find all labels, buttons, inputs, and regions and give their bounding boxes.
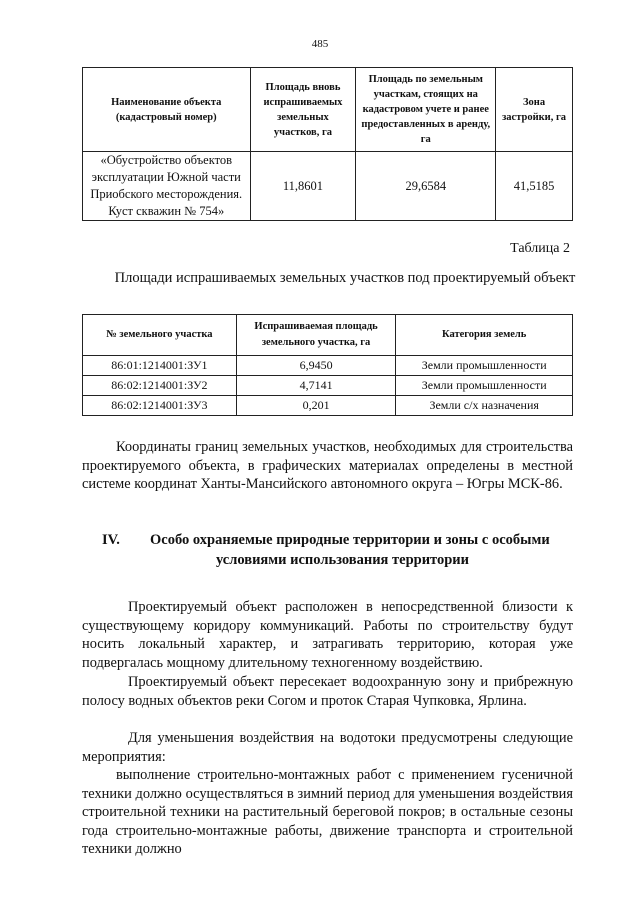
cell-category: Земли с/х назначения	[396, 396, 573, 416]
col-object-name: Наименование объекта (кадастровый номер)	[83, 68, 251, 152]
col-new-area: Площадь вновь испрашиваемых земельных участков, га	[250, 68, 356, 152]
table-title: Площади испрашиваемых земельных участков под проектируемый объект	[114, 270, 576, 286]
paragraph: Проектируемый объект расположен в непосредственной близости к существующему коридору коммуникаций. Работы по строительству будут носить локальный характер, и затрагивать территорию, которая уже подвергалась мощному длительному техногенному воздействию.	[82, 599, 573, 671]
table-row	[83, 396, 573, 416]
col-zone: Зона застройки, га	[496, 68, 573, 152]
paragraph: выполнение строительно-монтажных работ с применением гусеничной техники должно осуществляться в зимний период для уменьшения воздействия строительной техники на растительный береговой покров; в остальные сезоны года строительно-монтажные работы, движение транспорта и строительной техники должно	[82, 767, 573, 858]
cell-plot-number: 86:01:1214001:ЗУ1	[83, 356, 237, 376]
cell-category: Земли промышленности	[396, 376, 573, 396]
table-header-row	[83, 315, 573, 356]
col-requested-area: Испрашиваемая площадь земельного участка, га	[236, 315, 396, 356]
cell-area: 4,7141	[236, 376, 396, 396]
table-row	[83, 376, 573, 396]
cell-plot-number: 86:02:1214001:ЗУ3	[83, 396, 237, 416]
cell-area: 6,9450	[236, 356, 396, 376]
table-caption: Таблица 2	[510, 241, 570, 256]
cell-zone: 41,5185	[496, 152, 573, 221]
section-title-line1: Особо охраняемые природные территории и зоны с особыми	[150, 532, 550, 548]
page-number: 485	[311, 38, 329, 50]
land-plots-table	[82, 314, 573, 416]
cell-area: 0,201	[236, 396, 396, 416]
coordinates-paragraph: Координаты границ земельных участков, необходимых для строительства проектируемого объекта, в графических материалах определены в местной системе координат Ханты-Мансийского автономного округа – Югры МСК-86.	[82, 439, 573, 493]
col-plot-number: № земельного участка	[83, 315, 237, 356]
table-header-row	[83, 68, 573, 152]
cell-category: Земли промышленности	[396, 356, 573, 376]
cell-registered-area: 29,6584	[356, 152, 496, 221]
paragraph: Для уменьшения воздействия на водотоки предусмотрены следующие мероприятия:	[82, 730, 573, 765]
cell-object-name: «Обустройство объектов эксплуатации Южной части Приобского месторождения. Куст скважин № 754»	[83, 152, 251, 221]
objects-area-table	[82, 67, 573, 221]
section-number: IV.	[102, 532, 120, 548]
table-row	[83, 356, 573, 376]
section-title-line2: условиями использования территории	[215, 552, 470, 568]
paragraph: Проектируемый объект пересекает водоохранную зону и прибрежную полосу водных объектов реки Согом и проток Старая Чупковка, Ярлина.	[82, 674, 573, 709]
cell-plot-number: 86:02:1214001:ЗУ2	[83, 376, 237, 396]
col-registered-area: Площадь по земельным участкам, стоящих на кадастровом учете и ранее предоставленных в аренду, га	[356, 68, 496, 152]
table-row	[83, 152, 573, 221]
col-land-category: Категория земель	[396, 315, 573, 356]
cell-new-area: 11,8601	[250, 152, 356, 221]
